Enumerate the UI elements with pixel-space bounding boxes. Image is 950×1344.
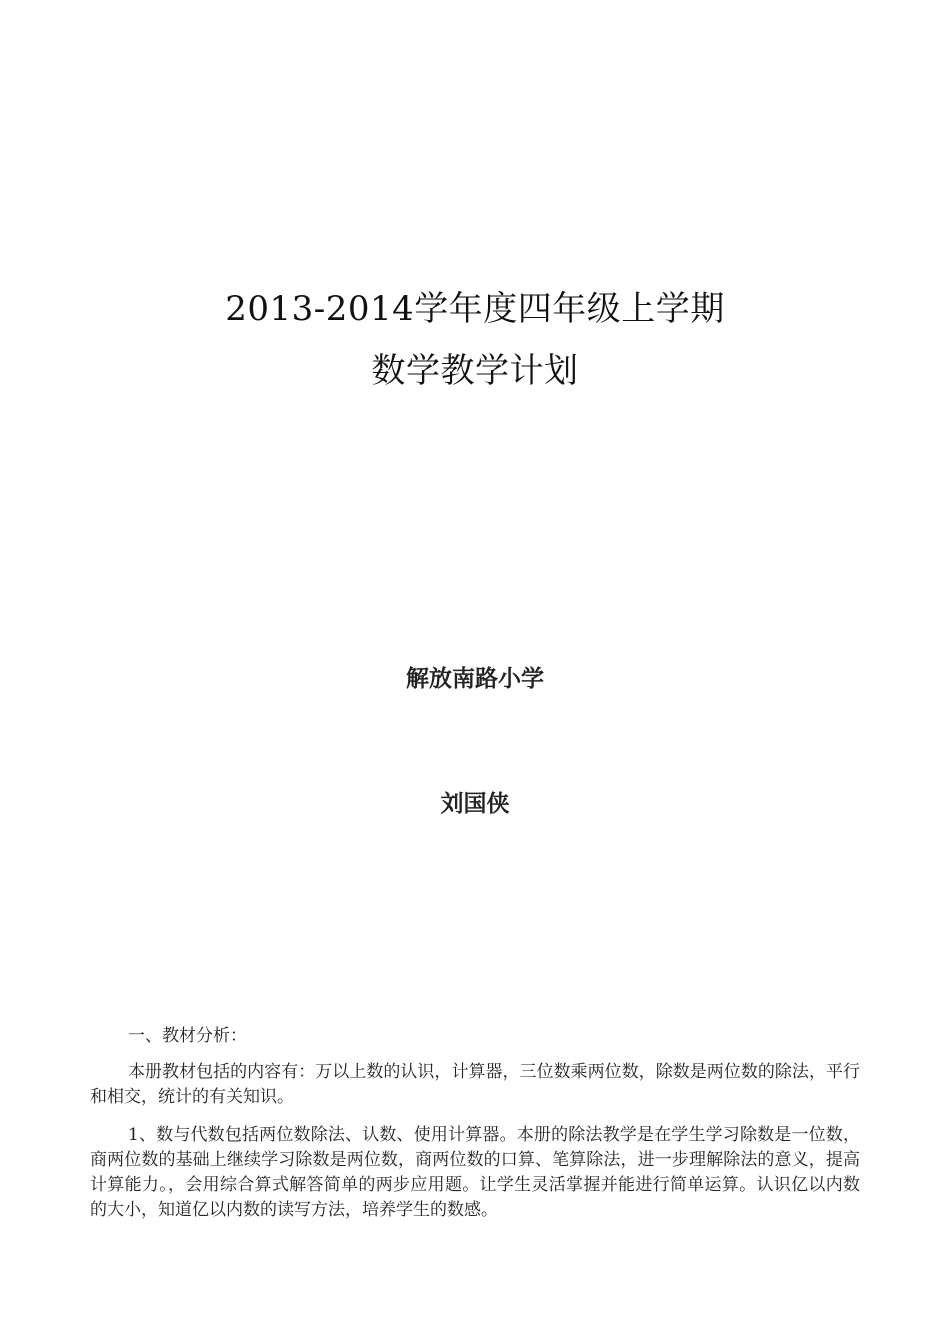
paragraph-1: 本册教材包括的内容有：万以上数的认识，计算器，三位数乘两位数，除数是两位数的除法，平行和相交，统计的有关知识。	[90, 1062, 860, 1107]
author-name: 刘国侠	[440, 791, 510, 817]
document-title-line-2: 数学教学计划	[371, 351, 579, 391]
school-name: 解放南路小学	[406, 666, 544, 692]
paragraph-2: 1、数与代数包括两位数除法、认数、使用计算器。本册的除法教学是在学生学习除数是一位数，商两位数的基础上继续学习除数是两位数，商两位数的口算、笔算除法，进一步理解除法的意义，提高计算能力。，会用综合算式解答简单的两步应用题。让学生灵活掌握并能进行简单运算。认识亿以内数的大小，知道亿以内数的读写方法，培养学生的数感。	[90, 1125, 860, 1220]
section-heading: 一、教材分析：	[128, 1026, 247, 1046]
document-title-line-1: 2013-2014学年度四年级上学期	[225, 289, 725, 329]
